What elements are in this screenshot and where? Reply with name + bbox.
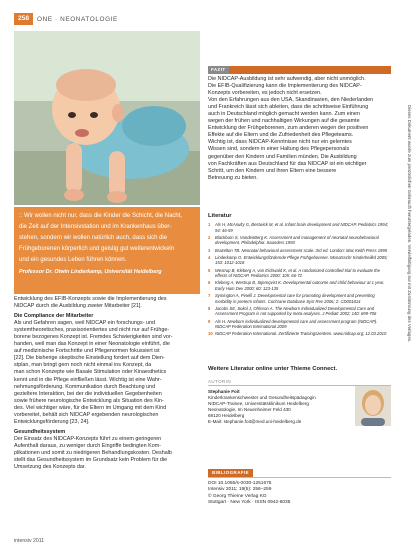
author-info: [208, 389, 348, 424]
quote-line: die Zeit auf der Intensivstation und im Krankenhaus über-: [19, 224, 172, 230]
copyright-side-note: Dieses Dokument wurde zum persönlichen Gebrauch heruntergeladen. Vervielfältigung nur mit Zustimmung des Verlages.: [407, 105, 412, 343]
literature-item: 7 Symington A, Pinelli J. Developmental care for promoting development and preventing morbidity in preterm infants. Cochrane Database Syst Rev 2006; 2: CD001814: [208, 293, 375, 304]
text-line: Der Einsatz des NIDCAP-Konzepts führt zu einem geringeren: [14, 435, 162, 442]
text-line: [22]. Die bisherige skeptische Einstellung fordert auf dem Dien-: [14, 355, 165, 362]
text-line: man schon Konzepte wie Basale Stimulation oder Kinaesthetics: [14, 369, 167, 376]
side-note-container: [404, 105, 413, 545]
bibliography-line: Stuttgart · New York · ISSN 0942-6035: [208, 500, 291, 506]
author-email: E-Mail: stephanie.foit@med.uni-heidelberg.de: [208, 418, 302, 424]
text-line: Von den Erfahrungen aus den USA, Skandinavien, den Niederlanden: [208, 97, 374, 104]
text-line: Umsetzung des Konzepts dar.: [14, 464, 86, 471]
text-line: stplan, man bringt gern noch nicht einmal ins Konzept, da: [14, 362, 152, 369]
text-line: nehmungsförderung. Kommunikation durch Beachtung und: [14, 383, 156, 390]
text-line: Aufenthalt daraus, zu weniger durch Eingriffe bedingten Kom-: [14, 442, 162, 449]
text-line: Entwicklung des EFIB-Konzepts sowie die Implementierung des: [14, 296, 167, 302]
literature-list: [208, 222, 391, 339]
text-line: und Frankreich lässt sich ableiten, dass die schrittweise Einführung: [208, 104, 369, 111]
literature-title: Literatur: [208, 213, 232, 219]
text-line: des. Viel wichtiger wäre, für die Eltern im Umgang mit dem Kind: [14, 404, 167, 411]
text-line: Wissen sind, sondern in einer Haltung des Pflegepersonals: [208, 146, 350, 153]
quote-line: Frühgeborenen körperlich und geistig gut weiterentwickeln: [19, 246, 175, 252]
fazit-box: [208, 66, 391, 182]
text-line: Als und Gefahren sagen, weil NIDCAP ein forschungs- und: [14, 320, 156, 327]
literature-item: 9 Als H. Newborn individualized developmental care and assessment program (NIDCAP). NIDCAP Federation International 2009: [208, 318, 378, 330]
text-line: Konzepts vorbereiten, es jedoch nicht ersetzen.: [208, 90, 322, 97]
text-line: Schritt, um den Kindern und ihren Eltern eine bessere: [208, 167, 337, 174]
subheading: Die Compliance der Mitarbeiter: [14, 313, 94, 320]
author-name: Stephanie Foit: [208, 389, 240, 394]
page-number: 258: [14, 13, 33, 25]
bibliography-line: © Georg Thieme Verlag KG: [208, 493, 267, 499]
literature-item: 8 Jacobs SE, Sokol J, Ohlsson A. The Newborn Individualized Developmental Care and Assessment Program is not supported by meta-analyses. J Pediatr 2002; 140: 699-706: [208, 305, 377, 317]
quote-line: :: Wir wollen nicht nur, dass die Kinder die Schicht, die Nacht,: [19, 213, 183, 219]
section-heading: ONE · NEONATOLOGIE: [37, 15, 118, 23]
bibliography-label: BIBLIOGRAFIE: [208, 469, 253, 477]
text-line: Effekte auf die Eltern und die Zufriedenheit des Pflegeteams.: [208, 132, 354, 139]
text-line: auch in Deutschland möglich gemacht werden kann. Zum einen: [208, 111, 360, 118]
bibliography-info: [208, 481, 290, 507]
text-line: Wichtig ist, dass NIDCAP-Kenntnisse nicht nur ein gelerntes: [208, 139, 352, 146]
fazit-text: [208, 74, 391, 182]
text-line: handen, weil man das Konzept in einer Neonatologie einführt, die: [14, 341, 170, 348]
literature-item: 6 Kleberg A, Westrup B, Stjernqvist K. Developmental outcome and child behaviour at 1 year. Early Hum Dev 2000; 60: 123-135: [208, 280, 385, 291]
quote-line: und ein gesundes Leben führen können.: [19, 257, 127, 263]
text-line: stellt das Gesundheitssystem im Grundsatz kein Problem für die: [14, 457, 168, 464]
quote-line: stehen, sondern wir wollen natürlich auch, dass sich die: [19, 235, 168, 241]
author-line: Kinderkrankenschwester und Gesundheitspädagogin: [208, 394, 316, 400]
text-line: systemtheoretisches, praxisorientiertes und nicht nur auf Frühge-: [14, 327, 170, 334]
text-line: von Fachkräften aus Deutschland für das NIDCAP ist ein wichtiger: [208, 160, 367, 167]
quote-author: Professor Dr. Otwin Linderkamp, Universität Heidelberg: [19, 269, 162, 275]
divider: [208, 477, 391, 478]
text-line: kennt und in die Pflege einfließen lässt. Wichtig ist eine Wahr-: [14, 376, 162, 383]
literature-item: 5 Westrup B, Kleberg A, von Eichwald K, et al. A randomized controlled trial to evaluate the effects of NIDCAP. Pediatrics 2000; 105: 66-72: [208, 267, 380, 279]
text-line: Die NIDCAP-Ausbildung ist sehr aufwendig, aber nicht unmöglich.: [208, 76, 366, 82]
text-line: borene bezogenes Konzept ist. Fremdes Schwierigkeiten sind vor-: [14, 334, 173, 341]
text-line: Betreuung zu bieten.: [208, 174, 258, 181]
text-line: sowie frühere neurologische Entwicklung als Situation des Kin-: [14, 397, 164, 404]
text-line: Die EFIB-Qualifizierung kann die Implementierung des NIDCAP-: [208, 83, 362, 90]
literature-item: 3 Brazelton TB. Neonatal behavioral assessment scale. 3rd ed. London: Mac Keith Press 1995: [208, 247, 388, 253]
page-header: [14, 13, 118, 25]
text-line: plikationen und somit zu niedrigeren Behandlungskosten. Deshalb: [14, 449, 172, 456]
text-line: gezieltere Interaktion, bei der die individuellen Gegebenheiten: [14, 390, 162, 397]
baby-photo: [14, 31, 200, 205]
literature-item: 4 Linderkamp O. Entwicklungsfördernde Pflege Frühgeborener. Monatsschr Kinderheilkd 2005; 153: 1012-1018: [208, 254, 388, 266]
more-literature-note: Weitere Literatur online unter Thieme Connect.: [208, 366, 338, 372]
text-line: gegenüber den Kindern und Familien münden. Die Ausbildung: [208, 153, 357, 160]
literature-item: 1 Als H, McAnulty G, Bestwick M, et al. Infant brain development and NIDCAP. Pediatrics 1994; 94: 46-59: [208, 222, 389, 233]
subheading: Gesundheitssystem: [14, 428, 66, 435]
text-line: auf medizinische Fortschritte und Pflegenormen fokussiert ist: [14, 348, 160, 355]
author-line: NIDCAP-Trainee, Universitätsklinikum Heidelberg: [208, 400, 309, 406]
text-line: wegen der frühen und nachhaltigen Wirkungen auf die gesamte: [208, 118, 360, 125]
author-line: 69120 Heidelberg: [208, 412, 245, 418]
bibliography-line: DOI 10.1055/s-0030-1251675: [208, 481, 272, 486]
text-line: vorbereitet, behält sich NIDCAP ergebenden neurologischen: [14, 411, 159, 418]
literature-item: 10 NIDCAP Federation International. Zertifizierte Trainingszentren. www.nidcap.org; 12.03.2010: [208, 331, 387, 337]
literature-item: 2 Blackburn S, VandenBerg K. Assessment and management of neonatal neurobehavioral development. Philadelphia: Saunders 1993: [208, 234, 379, 246]
author-label: AUTORIN: [208, 379, 231, 384]
text-line: NIDCAP durch die Ausbildung zweier Mitarbeiter [21].: [14, 303, 142, 310]
text-line: Entwicklungsförderung [23, 24].: [14, 418, 90, 425]
author-photo: [355, 386, 391, 426]
author-line: Neonatologie, Im Neuenheimer Feld 430: [208, 406, 291, 412]
text-line: Entwicklung der Frühgeborenen, zum anderen wegen der positiven: [208, 125, 369, 132]
pull-quote: [14, 207, 200, 294]
left-column-text: [14, 296, 200, 471]
page-footer: intensiv 2011: [14, 538, 45, 544]
fazit-label: FAZIT: [208, 66, 229, 74]
bibliography-line: Intensiv 2011; 19(5): 256–259: [208, 487, 272, 493]
